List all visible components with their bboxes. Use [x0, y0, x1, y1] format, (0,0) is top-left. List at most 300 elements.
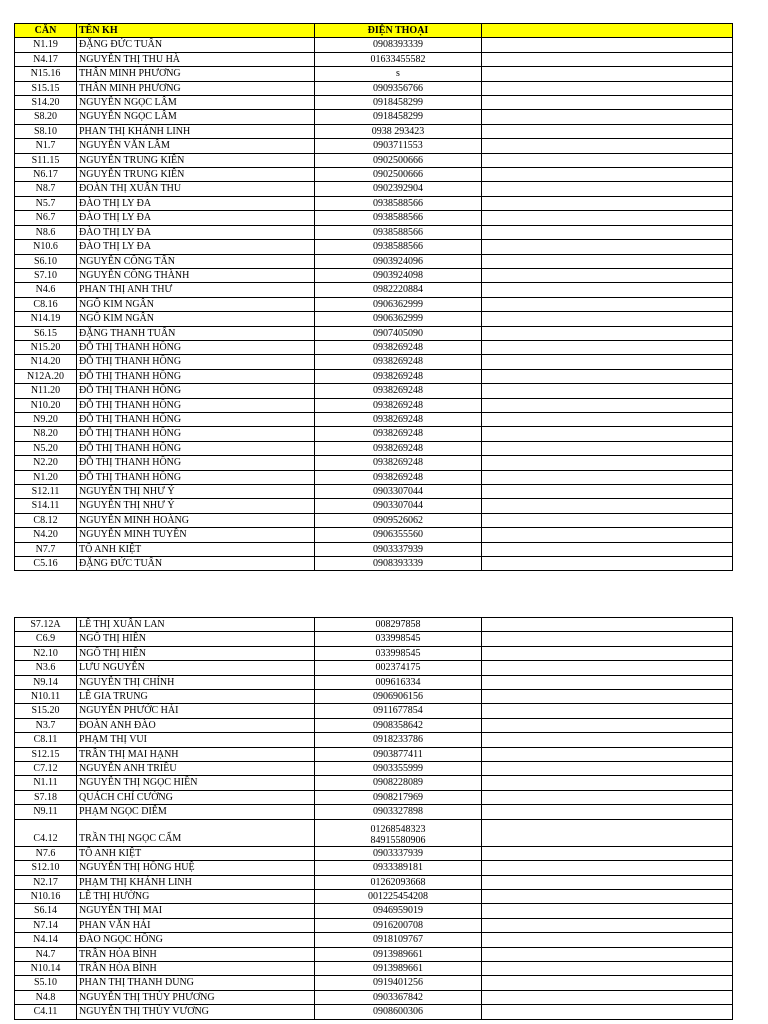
unit-cell: C5.16 — [15, 557, 77, 571]
unit-cell: N10.11 — [15, 690, 77, 704]
unit-cell: N15.20 — [15, 340, 77, 354]
customer-name-cell: NGUYỄN MINH TUYỀN — [77, 528, 315, 542]
customer-name-cell: ĐẶNG ĐỨC TUẤN — [77, 557, 315, 571]
table-row — [15, 96, 733, 110]
phone-cell: 0946959019 — [315, 904, 482, 918]
customer-name-cell: NGUYỄN THỊ HỒNG HUỆ — [77, 861, 315, 875]
unit-cell: S12.15 — [15, 747, 77, 761]
phone-cell: 033998545 — [315, 646, 482, 660]
note-cell — [482, 312, 733, 326]
customer-name-cell: PHAN THỊ ANH THƯ — [77, 283, 315, 297]
customer-name-cell: PHAN THỊ THANH DUNG — [77, 976, 315, 990]
phone-cell: 0903877411 — [315, 747, 482, 761]
note-cell — [482, 976, 733, 990]
note-cell — [482, 340, 733, 354]
unit-cell: N14.20 — [15, 355, 77, 369]
phone-cell: 0903307044 — [315, 485, 482, 499]
phone-line: 01268548323 — [370, 823, 426, 835]
phone-cell: 0906906156 — [315, 690, 482, 704]
table-row — [15, 918, 733, 932]
table-row — [15, 618, 733, 632]
phone-cell: 01262093668 — [315, 875, 482, 889]
phone-cell: 0918233786 — [315, 733, 482, 747]
note-cell — [482, 790, 733, 804]
note-cell — [482, 513, 733, 527]
customer-name-cell: NGUYỄN TRUNG KIÊN — [77, 153, 315, 167]
phone-cell: 0938588566 — [315, 240, 482, 254]
unit-cell: S6.10 — [15, 254, 77, 268]
phone-cell: 0903337939 — [315, 846, 482, 860]
unit-cell: N6.7 — [15, 211, 77, 225]
note-cell — [482, 805, 733, 819]
customer-name-cell: NGUYỄN VĂN LÂM — [77, 139, 315, 153]
table-row — [15, 632, 733, 646]
unit-cell: N3.7 — [15, 718, 77, 732]
unit-cell: N10.16 — [15, 889, 77, 903]
customer-name-cell: ĐẶNG THANH TUẤN — [77, 326, 315, 340]
unit-cell: C8.16 — [15, 297, 77, 311]
table-row — [15, 528, 733, 542]
customer-name-cell: NGUYỄN CÔNG TẤN — [77, 254, 315, 268]
phone-line-2: 84915580906 — [370, 834, 426, 846]
unit-cell: N4.7 — [15, 947, 77, 961]
unit-cell: N1.20 — [15, 470, 77, 484]
note-cell — [482, 168, 733, 182]
phone-cell: 002374175 — [315, 661, 482, 675]
unit-cell: S11.15 — [15, 153, 77, 167]
phone-cell: 0903337939 — [315, 542, 482, 556]
phone-cell: 0938269248 — [315, 427, 482, 441]
customer-name-cell: NGUYỄN MINH HOÀNG — [77, 513, 315, 527]
unit-cell: C4.12 — [15, 819, 77, 846]
unit-cell: N1.11 — [15, 776, 77, 790]
unit-cell: N4.17 — [15, 52, 77, 66]
note-cell — [482, 990, 733, 1004]
table-row — [15, 947, 733, 961]
phone-cell: 0938269248 — [315, 398, 482, 412]
table-row — [15, 485, 733, 499]
phone-cell: 0916200708 — [315, 918, 482, 932]
unit-cell: N4.8 — [15, 990, 77, 1004]
table-row — [15, 124, 733, 138]
note-cell — [482, 542, 733, 556]
customer-name-cell: ĐỖ THỊ THANH HỒNG — [77, 369, 315, 383]
note-cell — [482, 632, 733, 646]
note-cell — [482, 441, 733, 455]
customer-name-cell: NGUYỄN TRUNG KIÊN — [77, 168, 315, 182]
table-row — [15, 990, 733, 1004]
customer-name-cell: NGUYỄN ANH TRIỀU — [77, 762, 315, 776]
customer-name-cell: ĐỖ THỊ THANH HỒNG — [77, 470, 315, 484]
table-row — [15, 52, 733, 66]
unit-cell: N6.17 — [15, 168, 77, 182]
phone-cell: 0903367842 — [315, 990, 482, 1004]
customer-name-cell: NGUYỄN THỊ NGỌC HIỀN — [77, 776, 315, 790]
customer-name-cell: ĐÀO THỊ LY ĐA — [77, 211, 315, 225]
table-row — [15, 733, 733, 747]
table-row — [15, 976, 733, 990]
unit-cell: S12.11 — [15, 485, 77, 499]
customer-name-cell: PHAN THỊ KHÁNH LINH — [77, 124, 315, 138]
table-row — [15, 1005, 733, 1019]
table-row — [15, 312, 733, 326]
table-row — [15, 456, 733, 470]
table-row — [15, 196, 733, 210]
customer-name-cell: ĐOÀN ANH ĐÀO — [77, 718, 315, 732]
note-cell — [482, 918, 733, 932]
customer-name-cell: ĐỖ THỊ THANH HỒNG — [77, 384, 315, 398]
table-row — [15, 283, 733, 297]
customer-name-cell: PHẠM THỊ KHÁNH LINH — [77, 875, 315, 889]
customer-name-cell: NGUYỄN THỊ CHÍNH — [77, 675, 315, 689]
customer-name-cell: ĐOÀN THỊ XUÂN THU — [77, 182, 315, 196]
table-row — [15, 398, 733, 412]
note-cell — [482, 110, 733, 124]
phone-cell: 0903924098 — [315, 268, 482, 282]
note-cell — [482, 675, 733, 689]
phone-cell: 0903924096 — [315, 254, 482, 268]
note-cell — [482, 704, 733, 718]
unit-cell: N1.19 — [15, 38, 77, 52]
unit-cell: N1.7 — [15, 139, 77, 153]
unit-cell: C8.11 — [15, 733, 77, 747]
unit-cell: N15.16 — [15, 67, 77, 81]
customer-name-cell: TRẦN HÒA BÌNH — [77, 947, 315, 961]
note-cell — [482, 456, 733, 470]
unit-cell: S15.20 — [15, 704, 77, 718]
table-row — [15, 369, 733, 383]
phone-cell: 0938269248 — [315, 340, 482, 354]
phone-cell — [315, 819, 482, 846]
note-cell — [482, 690, 733, 704]
customer-name-cell: NGUYỄN THỊ THU HÀ — [77, 52, 315, 66]
note-cell — [482, 96, 733, 110]
phone-cell: 0918458299 — [315, 110, 482, 124]
table-row — [15, 747, 733, 761]
phone-cell: 0918458299 — [315, 96, 482, 110]
unit-cell: N9.20 — [15, 412, 77, 426]
table-row — [15, 254, 733, 268]
phone-cell: 0908217969 — [315, 790, 482, 804]
note-cell — [482, 718, 733, 732]
customer-table-2 — [14, 617, 733, 1020]
customer-name-cell: ĐỖ THỊ THANH HỒNG — [77, 456, 315, 470]
note-cell — [482, 398, 733, 412]
phone-cell: 0938269248 — [315, 412, 482, 426]
phone-cell: 0918109767 — [315, 933, 482, 947]
unit-cell: N9.14 — [15, 675, 77, 689]
note-cell — [482, 326, 733, 340]
customer-name-cell: PHẠM NGỌC DIỄM — [77, 805, 315, 819]
header-can: CĂN — [15, 24, 77, 38]
phone-cell: 0938269248 — [315, 470, 482, 484]
customer-name-cell: ĐÀO NGỌC HỒNG — [77, 933, 315, 947]
phone-cell: 0908228089 — [315, 776, 482, 790]
table-row — [15, 384, 733, 398]
phone-cell: 0982220884 — [315, 283, 482, 297]
note-cell — [482, 762, 733, 776]
phone-cell: 0907405090 — [315, 326, 482, 340]
table-row — [15, 762, 733, 776]
phone-cell: 0906362999 — [315, 312, 482, 326]
note-cell — [482, 297, 733, 311]
note-cell — [482, 412, 733, 426]
note-cell — [482, 153, 733, 167]
customer-name-cell: ĐẶNG ĐỨC TUẤN — [77, 38, 315, 52]
customer-name-cell: TÔ ANH KIỆT — [77, 542, 315, 556]
table-row — [15, 904, 733, 918]
customer-name-cell: NGUYỄN THỊ THÙY PHƯƠNG — [77, 990, 315, 1004]
table-row — [15, 646, 733, 660]
unit-cell: C6.9 — [15, 632, 77, 646]
note-cell — [482, 283, 733, 297]
unit-cell: S14.20 — [15, 96, 77, 110]
note-cell — [482, 52, 733, 66]
note-cell — [482, 933, 733, 947]
customer-name-cell: NGUYỄN NGỌC LÂM — [77, 110, 315, 124]
table-row — [15, 326, 733, 340]
note-cell — [482, 124, 733, 138]
unit-cell: S6.15 — [15, 326, 77, 340]
table-row — [15, 427, 733, 441]
unit-cell: S7.12A — [15, 618, 77, 632]
note-cell — [482, 211, 733, 225]
table-row — [15, 961, 733, 975]
note-cell — [482, 254, 733, 268]
note-cell — [482, 139, 733, 153]
phone-cell: 0902392904 — [315, 182, 482, 196]
customer-name-cell: TRẦN THỊ NGỌC CẨM — [77, 819, 315, 846]
customer-name-cell: NGÔ THỊ HIỀN — [77, 632, 315, 646]
table-row — [15, 441, 733, 455]
note-cell — [482, 485, 733, 499]
customer-name-cell: LƯU NGUYỄN — [77, 661, 315, 675]
customer-name-cell: NGÔ KIM NGÂN — [77, 297, 315, 311]
note-cell — [482, 470, 733, 484]
note-cell — [482, 618, 733, 632]
table-row — [15, 355, 733, 369]
phone-cell: 0908358642 — [315, 718, 482, 732]
note-cell — [482, 646, 733, 660]
customer-name-cell: ĐỖ THỊ THANH HỒNG — [77, 340, 315, 354]
note-cell — [482, 225, 733, 239]
unit-cell: N2.10 — [15, 646, 77, 660]
unit-cell: N14.19 — [15, 312, 77, 326]
unit-cell: N7.7 — [15, 542, 77, 556]
table-row — [15, 412, 733, 426]
unit-cell: N10.20 — [15, 398, 77, 412]
table-row — [15, 470, 733, 484]
table-row — [15, 846, 733, 860]
table-row — [15, 776, 733, 790]
table-row — [15, 211, 733, 225]
customer-name-cell: ĐỖ THỊ THANH HỒNG — [77, 355, 315, 369]
customer-name-cell: NGUYỄN THỊ MAI — [77, 904, 315, 918]
table-row — [15, 875, 733, 889]
phone-cell: 0938269248 — [315, 355, 482, 369]
header-name: TÊN KH — [77, 24, 315, 38]
phone-cell: 033998545 — [315, 632, 482, 646]
unit-cell: S6.14 — [15, 904, 77, 918]
note-cell — [482, 875, 733, 889]
table-row — [15, 861, 733, 875]
table-row — [15, 819, 733, 846]
phone-cell: 0906355560 — [315, 528, 482, 542]
table-row — [15, 690, 733, 704]
note-cell — [482, 819, 733, 846]
note-cell — [482, 747, 733, 761]
note-cell — [482, 384, 733, 398]
note-cell — [482, 1005, 733, 1019]
table-row — [15, 933, 733, 947]
table-row — [15, 499, 733, 513]
header-extra — [482, 24, 733, 38]
table-row — [15, 297, 733, 311]
unit-cell: N10.6 — [15, 240, 77, 254]
phone-cell: 0938588566 — [315, 211, 482, 225]
customer-name-cell: ĐỖ THỊ THANH HỒNG — [77, 412, 315, 426]
unit-cell: N2.20 — [15, 456, 77, 470]
unit-cell: N5.7 — [15, 196, 77, 210]
phone-cell: 001225454208 — [315, 889, 482, 903]
unit-cell: N8.7 — [15, 182, 77, 196]
customer-name-cell: ĐÀO THỊ LY ĐA — [77, 196, 315, 210]
unit-cell: N9.11 — [15, 805, 77, 819]
unit-cell: N12A.20 — [15, 369, 77, 383]
phone-cell: 0908393339 — [315, 38, 482, 52]
note-cell — [482, 38, 733, 52]
customer-name-cell: LÊ GIA TRUNG — [77, 690, 315, 704]
note-cell — [482, 557, 733, 571]
table-row — [15, 805, 733, 819]
phone-cell: 0933389181 — [315, 861, 482, 875]
phone-cell: 0913989661 — [315, 947, 482, 961]
phone-cell: 009616334 — [315, 675, 482, 689]
unit-cell: S12.10 — [15, 861, 77, 875]
note-cell — [482, 961, 733, 975]
phone-cell: 0902500666 — [315, 153, 482, 167]
table-row — [15, 139, 733, 153]
phone-cell: 0913989661 — [315, 961, 482, 975]
phone-cell: 0919401256 — [315, 976, 482, 990]
table-row — [15, 340, 733, 354]
phone-cell: 0908600306 — [315, 1005, 482, 1019]
unit-cell: C7.12 — [15, 762, 77, 776]
note-cell — [482, 369, 733, 383]
unit-cell: N5.20 — [15, 441, 77, 455]
phone-cell: 0903327898 — [315, 805, 482, 819]
note-cell — [482, 182, 733, 196]
table-row — [15, 240, 733, 254]
customer-name-cell: NGUYỄN THỊ THÙY VƯƠNG — [77, 1005, 315, 1019]
unit-cell: N4.20 — [15, 528, 77, 542]
note-cell — [482, 355, 733, 369]
note-cell — [482, 196, 733, 210]
phone-cell: 0938588566 — [315, 225, 482, 239]
table-row — [15, 225, 733, 239]
phone-cell: 0902500666 — [315, 168, 482, 182]
customer-name-cell: TRẦN HÒA BÌNH — [77, 961, 315, 975]
table-row — [15, 67, 733, 81]
unit-cell: N2.17 — [15, 875, 77, 889]
customer-name-cell: ĐỖ THỊ THANH HỒNG — [77, 441, 315, 455]
unit-cell: C4.11 — [15, 1005, 77, 1019]
phone-cell: 0938 293423 — [315, 124, 482, 138]
unit-cell: N7.6 — [15, 846, 77, 860]
phone-cell: 0938269248 — [315, 369, 482, 383]
table-row — [15, 790, 733, 804]
unit-cell: S7.10 — [15, 268, 77, 282]
table-row — [15, 704, 733, 718]
customer-name-cell: NGUYỄN NGỌC LÂM — [77, 96, 315, 110]
phone-cell: 0909526062 — [315, 513, 482, 527]
customer-name-cell: PHAN VĂN HẢI — [77, 918, 315, 932]
phone-cell: 0903355999 — [315, 762, 482, 776]
customer-name-cell: NGUYỄN PHƯỚC HẢI — [77, 704, 315, 718]
customer-name-cell: THÂN MINH PHƯƠNG — [77, 67, 315, 81]
phone-cell: 0938269248 — [315, 441, 482, 455]
unit-cell: S15.15 — [15, 81, 77, 95]
unit-cell: S5.10 — [15, 976, 77, 990]
phone-cell: 0938269248 — [315, 456, 482, 470]
unit-cell: S14.11 — [15, 499, 77, 513]
table-row — [15, 661, 733, 675]
phone-cell: 0908393339 — [315, 557, 482, 571]
phone-cell: 01633455582 — [315, 52, 482, 66]
unit-cell: C8.12 — [15, 513, 77, 527]
customer-name-cell: ĐỖ THỊ THANH HỒNG — [77, 427, 315, 441]
phone-cell: 0911677854 — [315, 704, 482, 718]
unit-cell: N4.14 — [15, 933, 77, 947]
customer-name-cell: ĐỖ THỊ THANH HỒNG — [77, 398, 315, 412]
table-row — [15, 718, 733, 732]
note-cell — [482, 427, 733, 441]
note-cell — [482, 904, 733, 918]
header-row — [15, 24, 733, 38]
customer-name-cell: NGUYỄN THỊ NHƯ Ý — [77, 485, 315, 499]
note-cell — [482, 240, 733, 254]
unit-cell: N8.20 — [15, 427, 77, 441]
note-cell — [482, 528, 733, 542]
table-row — [15, 168, 733, 182]
unit-cell: N11.20 — [15, 384, 77, 398]
header-phone: ĐIỆN THOẠI — [315, 24, 482, 38]
phone-cell: 0938588566 — [315, 196, 482, 210]
note-cell — [482, 499, 733, 513]
customer-name-cell: TRẦN THỊ MAI HẠNH — [77, 747, 315, 761]
customer-name-cell: THÂN MINH PHƯƠNG — [77, 81, 315, 95]
unit-cell: S8.20 — [15, 110, 77, 124]
table-row — [15, 268, 733, 282]
customer-name-cell: ĐÀO THỊ LY ĐA — [77, 240, 315, 254]
customer-name-cell: NGUYỄN CÔNG THÀNH — [77, 268, 315, 282]
unit-cell: S7.18 — [15, 790, 77, 804]
unit-cell: N3.6 — [15, 661, 77, 675]
customer-name-cell: NGÔ THỊ HIỀN — [77, 646, 315, 660]
customer-name-cell: QUÁCH CHÍ CƯỜNG — [77, 790, 315, 804]
note-cell — [482, 947, 733, 961]
customer-name-cell: LÊ THỊ HƯỜNG — [77, 889, 315, 903]
customer-name-cell: NGÔ KIM NGÂN — [77, 312, 315, 326]
customer-name-cell: LÊ THỊ XUÂN LAN — [77, 618, 315, 632]
table-row — [15, 557, 733, 571]
table-row — [15, 542, 733, 556]
phone-cell: 0909356766 — [315, 81, 482, 95]
customer-table-1 — [14, 23, 733, 571]
unit-cell: S8.10 — [15, 124, 77, 138]
table-row — [15, 182, 733, 196]
note-cell — [482, 81, 733, 95]
